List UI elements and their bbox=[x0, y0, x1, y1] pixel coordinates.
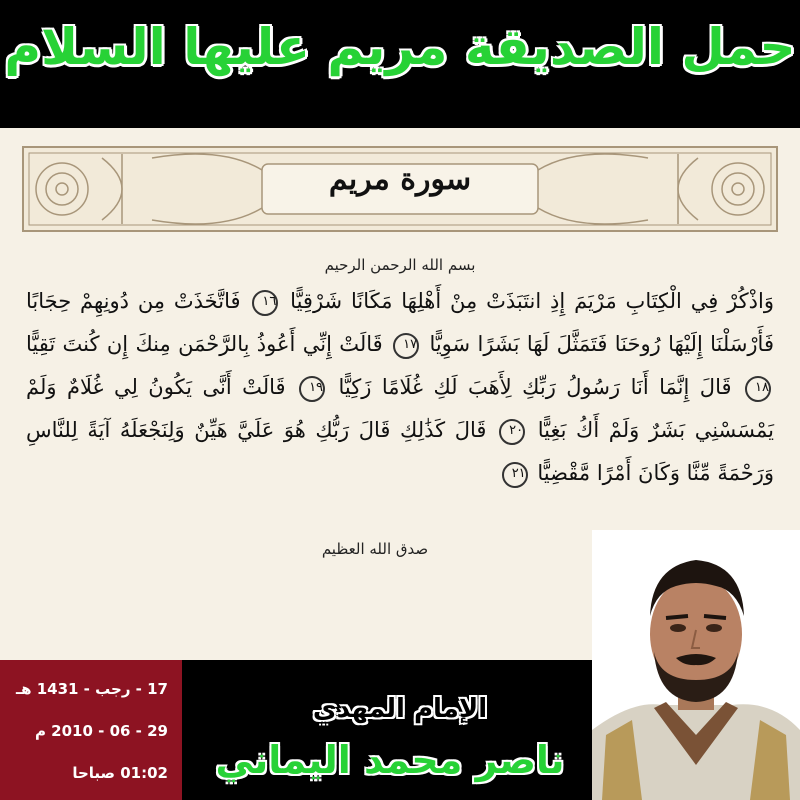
hijri-date: 17 - رجب - 1431 هـ bbox=[15, 680, 168, 698]
verse-text: قَالَتْ أَنَّى يَكُونُ لِي غُلَامٌ وَلَمْ يَمْسَسْنِي بَشَرٌ وَلَمْ أَكُ بَغِيًّا bbox=[26, 375, 775, 442]
basmala: بسم الله الرحمن الرحيم bbox=[324, 256, 476, 274]
verses-block bbox=[26, 280, 774, 495]
imam-label: الإمام المهدي bbox=[312, 694, 488, 724]
closing-phrase: صدق الله العظيم bbox=[321, 540, 429, 558]
verse-text: قَالَ إِنَّمَا أَنَا رَسُولُ رَبِّكِ لِأَهَبَ لَكِ غُلَامًا زَكِيًّا bbox=[338, 375, 732, 399]
verse-number: ١٧ bbox=[393, 333, 419, 359]
verse-number: ١٨ bbox=[745, 376, 771, 402]
verse-text: قَالَ كَذَٰلِكِ قَالَ رَبُّكِ هُوَ عَلَيَّ هَيِّنٌ وَلِنَجْعَلَهُ آيَةً لِلنَّاسِ وَرَحْمَةً مِّنَّا وَكَانَ أَمْرًا مَّقْضِيًّا bbox=[26, 418, 774, 485]
post-time: 01:02 صباحا bbox=[72, 764, 168, 782]
header-bar bbox=[0, 0, 800, 128]
gregorian-date: 29 - 06 - 2010 م bbox=[34, 722, 168, 740]
verse-number: ٢١ bbox=[502, 462, 528, 488]
verse-text: فَاتَّخَذَتْ مِن دُونِهِمْ حِجَابًا فَأَرْسَلْنَا إِلَيْهَا رُوحَنَا فَتَمَثَّلَ لَهَا بَشَرًا سَوِيًّا bbox=[26, 289, 774, 356]
imam-name: ناصر محمد اليماني bbox=[215, 738, 565, 782]
verse-number: ٢٠ bbox=[499, 419, 525, 445]
verse-number: ١٦ bbox=[252, 290, 278, 316]
surah-title: سورة مريم bbox=[328, 162, 472, 197]
date-box bbox=[0, 660, 182, 800]
portrait-image bbox=[592, 530, 800, 800]
verse-text: قَالَتْ إِنِّي أَعُوذُ بِالرَّحْمَن مِنكَ إِن كُنتَ تَقِيًّا bbox=[26, 332, 383, 356]
verse-text: وَاذْكُرْ فِي الْكِتَابِ مَرْيَمَ إِذِ انتَبَذَتْ مِنْ أَهْلِهَا مَكَانًا شَرْقِيًّا bbox=[290, 289, 774, 313]
page-title: حمل الصديقة مريم عليها السلام bbox=[4, 18, 796, 76]
verse-number: ١٩ bbox=[299, 376, 325, 402]
